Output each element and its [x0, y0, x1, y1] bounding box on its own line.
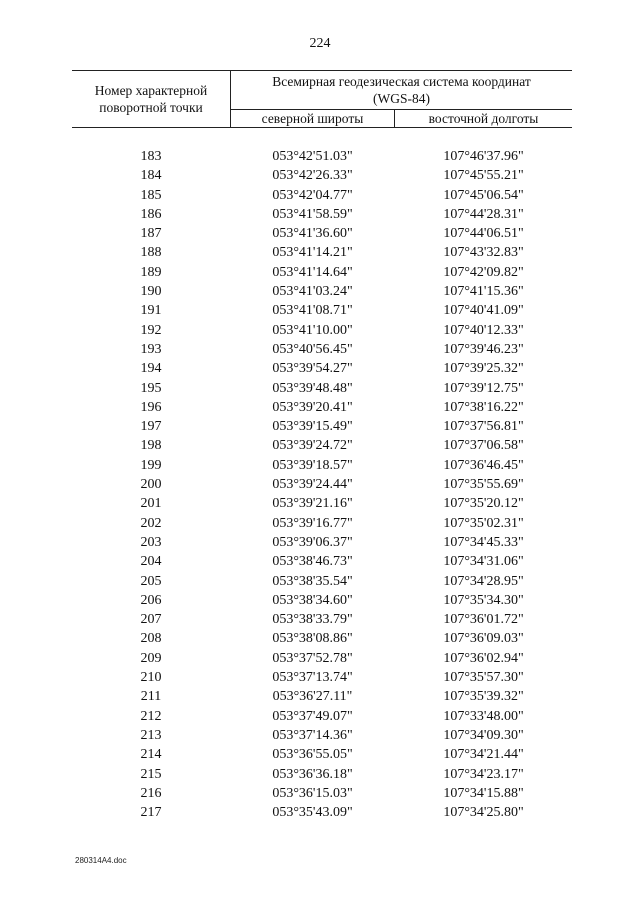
longitude-value: 107°41'15.36"	[443, 284, 524, 300]
longitude-value: 107°36'46.45"	[443, 457, 524, 473]
point-number: 208	[140, 631, 162, 647]
header-latitude: северной широты	[261, 111, 364, 126]
table-row	[72, 456, 572, 475]
point-number: 214	[140, 747, 162, 763]
latitude-value: 053°36'55.05"	[272, 747, 353, 763]
longitude-value: 107°35'20.12"	[443, 496, 524, 512]
table-row	[72, 533, 572, 552]
point-number: 203	[140, 534, 162, 550]
point-number: 217	[140, 805, 162, 821]
table-row	[72, 301, 572, 320]
point-number: 195	[140, 380, 162, 396]
table-row	[72, 340, 572, 359]
point-number: 207	[140, 612, 162, 628]
table-row	[72, 263, 572, 282]
point-number: 212	[140, 708, 162, 724]
point-number: 193	[140, 341, 162, 357]
longitude-value: 107°35'55.69"	[443, 477, 524, 493]
point-number: 201	[140, 496, 162, 512]
table-row	[72, 707, 572, 726]
point-number: 210	[140, 670, 162, 686]
coordinates-table	[72, 70, 572, 821]
latitude-value: 053°41'03.24"	[272, 284, 353, 300]
longitude-value: 107°35'57.30"	[443, 670, 524, 686]
latitude-value: 053°37'49.07"	[272, 708, 353, 724]
longitude-value: 107°44'28.31"	[443, 206, 524, 222]
longitude-value: 107°35'02.31"	[443, 515, 524, 531]
point-number: 205	[140, 573, 162, 589]
latitude-value: 053°42'51.03"	[272, 149, 353, 164]
table-row	[72, 765, 572, 784]
latitude-value: 053°36'15.03"	[272, 785, 353, 801]
header-system-line1: Всемирная геодезическая система координат	[272, 74, 531, 89]
longitude-value: 107°34'45.33"	[443, 534, 524, 550]
longitude-value: 107°35'39.32"	[443, 689, 524, 705]
table-row	[72, 610, 572, 629]
table-row	[72, 186, 572, 205]
point-number: 216	[140, 785, 162, 801]
point-number: 202	[140, 515, 162, 531]
header-coordinate-system	[231, 73, 572, 107]
point-number: 185	[140, 187, 162, 203]
table-row	[72, 321, 572, 340]
longitude-value: 107°40'12.33"	[443, 322, 524, 338]
latitude-value: 053°36'27.11"	[272, 689, 353, 705]
longitude-value: 107°39'25.32"	[443, 361, 524, 377]
longitude-value: 107°42'09.82"	[443, 264, 524, 280]
latitude-value: 053°41'58.59"	[272, 206, 353, 222]
point-number: 213	[140, 727, 162, 743]
latitude-value: 053°40'56.45"	[272, 341, 353, 357]
latitude-value: 053°39'21.16"	[272, 496, 353, 512]
table-row	[72, 436, 572, 455]
longitude-value: 107°38'16.22"	[443, 399, 524, 415]
table-row	[72, 205, 572, 224]
latitude-value: 053°39'20.41"	[272, 399, 353, 415]
header-longitude: восточной долготы	[428, 111, 539, 126]
table-row	[72, 591, 572, 610]
header-point-number	[72, 71, 230, 127]
latitude-value: 053°41'10.00"	[272, 322, 353, 338]
point-number: 184	[140, 168, 162, 184]
table-row	[72, 398, 572, 417]
latitude-value: 053°38'46.73"	[272, 554, 353, 570]
latitude-value: 053°39'54.27"	[272, 361, 353, 377]
latitude-value: 053°41'14.64"	[272, 264, 353, 280]
point-number: 190	[140, 284, 162, 300]
longitude-value: 107°39'46.23"	[443, 341, 524, 357]
table-row	[72, 224, 572, 243]
latitude-value: 053°38'35.54"	[272, 573, 353, 589]
latitude-value: 053°38'34.60"	[272, 592, 353, 608]
longitude-value: 107°34'15.88"	[443, 785, 524, 801]
latitude-value: 053°39'15.49"	[272, 419, 353, 435]
point-number: 206	[140, 592, 162, 608]
longitude-value: 107°45'55.21"	[443, 168, 524, 184]
latitude-value: 053°39'48.48"	[272, 380, 353, 396]
table-body	[72, 147, 572, 822]
table-row	[72, 668, 572, 687]
point-number: 194	[140, 361, 162, 377]
longitude-value: 107°37'56.81"	[443, 419, 524, 435]
latitude-value: 053°39'24.72"	[272, 438, 353, 454]
point-number: 191	[140, 303, 162, 319]
table-row	[72, 282, 572, 301]
latitude-value: 053°38'08.86"	[272, 631, 353, 647]
table-row	[72, 784, 572, 803]
table-row	[72, 475, 572, 494]
longitude-value: 107°36'02.94"	[443, 650, 524, 666]
point-number: 186	[140, 206, 162, 222]
point-number: 209	[140, 650, 162, 666]
point-number: 197	[140, 419, 162, 435]
longitude-value: 107°37'06.58"	[443, 438, 524, 454]
longitude-value: 107°45'06.54"	[443, 187, 524, 203]
table-row	[72, 359, 572, 378]
point-number: 204	[140, 554, 162, 570]
table-row	[72, 572, 572, 591]
latitude-value: 053°41'14.21"	[272, 245, 353, 261]
point-number: 187	[140, 226, 162, 242]
longitude-value: 107°34'21.44"	[443, 747, 524, 763]
longitude-value: 107°39'12.75"	[443, 380, 524, 396]
longitude-value: 107°40'41.09"	[443, 303, 524, 319]
longitude-value: 107°43'32.83"	[443, 245, 524, 261]
longitude-value: 107°34'25.80"	[443, 805, 524, 821]
latitude-value: 053°41'08.71"	[272, 303, 353, 319]
latitude-value: 053°39'06.37"	[272, 534, 353, 550]
longitude-value: 107°34'31.06"	[443, 554, 524, 570]
latitude-value: 053°41'36.60"	[272, 226, 353, 242]
latitude-value: 053°42'04.77"	[272, 187, 353, 203]
latitude-value: 053°37'13.74"	[272, 670, 353, 686]
longitude-value: 107°36'01.72"	[443, 612, 524, 628]
latitude-value: 053°36'36.18"	[272, 766, 353, 782]
point-number: 215	[140, 766, 162, 782]
table-row	[72, 726, 572, 745]
header-system-line2: (WGS-84)	[373, 91, 430, 106]
point-number: 188	[140, 245, 162, 261]
latitude-value: 053°42'26.33"	[272, 168, 353, 184]
longitude-value: 107°34'23.17"	[443, 766, 524, 782]
page-number: 224	[309, 36, 331, 51]
table-row	[72, 417, 572, 436]
table-header	[72, 70, 572, 128]
table-row	[72, 166, 572, 185]
table-row	[72, 687, 572, 706]
table-row	[72, 243, 572, 262]
table-row	[72, 649, 572, 668]
point-number: 196	[140, 399, 162, 415]
table-row	[72, 629, 572, 648]
latitude-value: 053°38'33.79"	[272, 612, 353, 628]
latitude-value: 053°35'43.09"	[272, 805, 353, 821]
point-number: 183	[140, 149, 162, 164]
latitude-value: 053°39'24.44"	[272, 477, 353, 493]
latitude-value: 053°39'18.57"	[272, 457, 353, 473]
longitude-value: 107°33'48.00"	[443, 708, 524, 724]
table-row	[72, 494, 572, 513]
point-number: 199	[140, 457, 162, 473]
longitude-value: 107°44'06.51"	[443, 226, 524, 242]
longitude-value: 107°34'28.95"	[443, 573, 524, 589]
point-number: 198	[140, 438, 162, 454]
table-row	[72, 552, 572, 571]
longitude-value: 107°46'37.96"	[443, 149, 524, 164]
latitude-value: 053°37'52.78"	[272, 650, 353, 666]
latitude-value: 053°37'14.36"	[272, 727, 353, 743]
header-point-line2: поворотной точки	[99, 100, 203, 115]
point-number: 211	[140, 689, 162, 705]
point-number: 189	[140, 264, 162, 280]
header-point-line1: Номер характерной	[94, 83, 208, 98]
table-row	[72, 745, 572, 764]
point-number: 192	[140, 322, 162, 338]
longitude-value: 107°36'09.03"	[443, 631, 524, 647]
longitude-value: 107°35'34.30"	[443, 592, 524, 608]
footer-filename: 280314A4.doc	[75, 856, 127, 865]
longitude-value: 107°34'09.30"	[443, 727, 524, 743]
table-row	[72, 147, 572, 166]
latitude-value: 053°39'16.77"	[272, 515, 353, 531]
table-row	[72, 379, 572, 398]
table-row	[72, 803, 572, 822]
point-number: 200	[140, 477, 162, 493]
table-row	[72, 514, 572, 533]
